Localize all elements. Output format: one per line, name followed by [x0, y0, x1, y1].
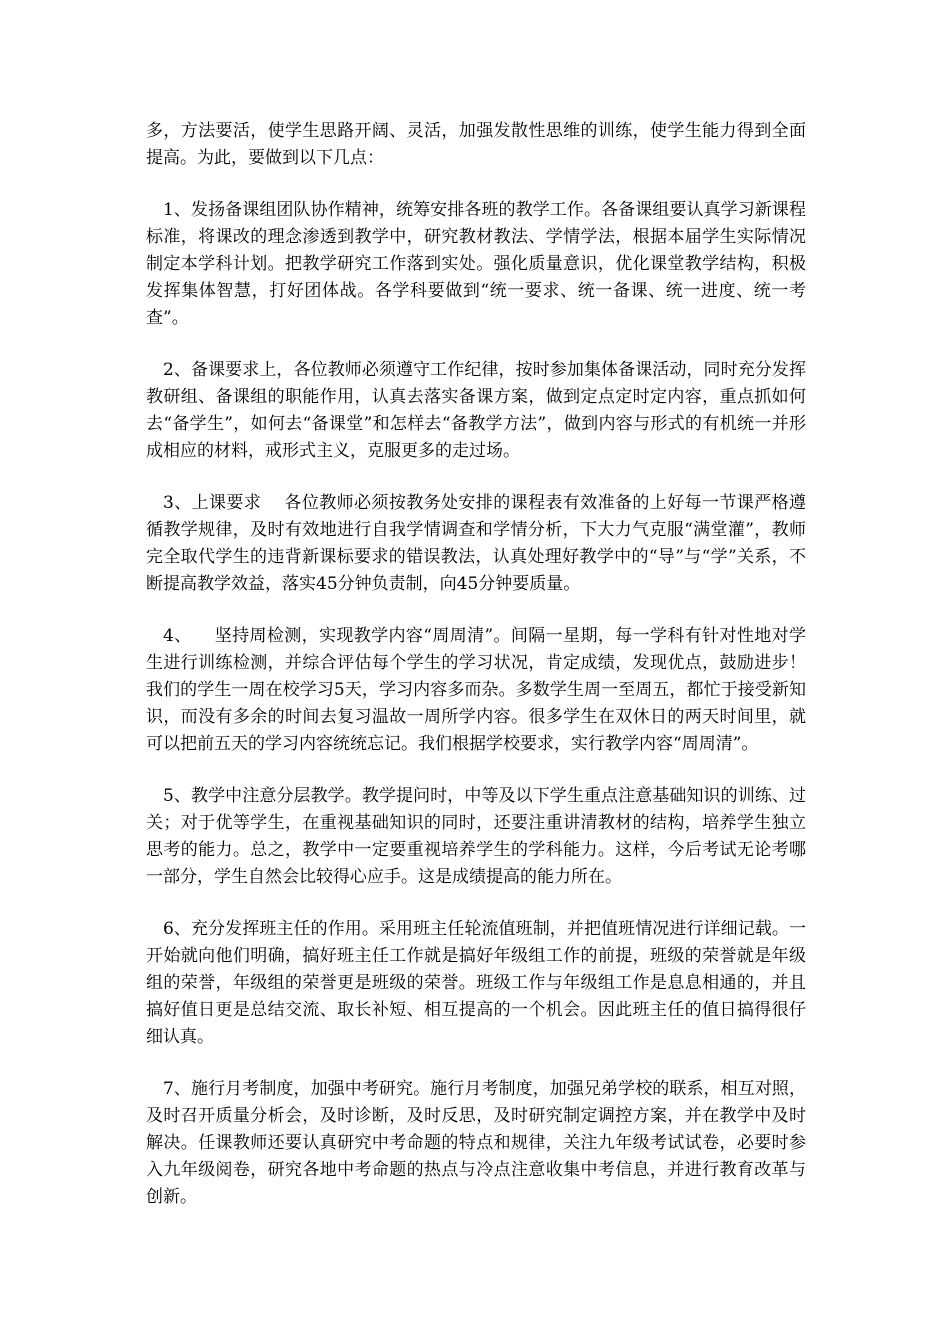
paragraph-item-2: 2、备课要求上，各位教师必须遵守工作纪律，按时参加集体备课活动，同时充分发挥教研组、备课组的职能作用，认真去落实备课方案，做到定点定时定内容，重点抓如何去“备学生”，如何去“备课堂”和怎样去“备教学方法”，做到内容与形式的有机统一并形成相应的材料，戒形式主义，克服更多的走过场。	[146, 360, 806, 461]
paragraph-item-5: 5、教学中注意分层教学。教学提问时，中等及以下学生重点注意基础知识的训练、过关；对于优等学生，在重视基础知识的同时，还要注重讲清教材的结构，培养学生独立思考的能力。总之，教学中一定要重视培养学生的学科能力。这样，今后考试无论考哪一部分，学生自然会比较得心应手。这是成绩提高的能力所在。	[146, 786, 806, 887]
paragraph-intro: 多，方法要活，使学生思路开阔、灵活，加强发散性思维的训练，使学生能力得到全面提高。为此，要做到以下几点：	[146, 121, 806, 168]
document-body	[146, 118, 806, 1236]
paragraph-item-7: 7、施行月考制度，加强中考研究。施行月考制度，加强兄弟学校的联系，相互对照，及时召开质量分析会，及时诊断，及时反思，及时研究制定调控方案，并在教学中及时解决。任课教师还要认真研究中考命题的特点和规律，关注九年级考试试卷，必要时参入九年级阅卷，研究各地中考命题的热点与冷点注意收集中考信息，并进行教育改革与创新。	[146, 1079, 806, 1207]
paragraph-item-1: 1、发扬备课组团队协作精神，统筹安排各班的教学工作。各备课组要认真学习新课程标准，将课改的理念渗透到教学中，研究教材教法、学情学法，根据本届学生实际情况制定本学科计划。把教学研究工作落到实处。强化质量意识，优化课堂教学结构，积极发挥集体智慧，打好团体战。各学科要做到“统一要求、统一备课、统一进度、统一考查”。	[146, 200, 806, 328]
paragraph-item-3: 3、上课要求 各位教师必须按教务处安排的课程表有效准备的上好每一节课严格遵循教学规律，及时有效地进行自我学情调查和学情分析，下大力气克服“满堂灌”，教师完全取代学生的违背新课标要求的错误教法，认真处理好教学中的“导”与“学”关系，不断提高教学效益，落实45分钟负责制，向45分钟要质量。	[146, 493, 806, 594]
paragraph-item-4: 4、 坚持周检测，实现教学内容“周周清”。间隔一星期，每一学科有针对性地对学生进行训练检测，并综合评估每个学生的学习状况，肯定成绩，发现优点，鼓励进步！我们的学生一周在校学习5天，学习内容多而杂。多数学生周一至周五，都忙于接受新知识，而没有多余的时间去复习温故一周所学内容。很多学生在双休日的两天时间里，就可以把前五天的学习内容统统忘记。我们根据学校要求，实行教学内容“周周清”。	[146, 626, 806, 754]
paragraph-item-6: 6、充分发挥班主任的作用。采用班主任轮流值班制，并把值班情况进行详细记载。一开始就向他们明确，搞好班主任工作就是搞好年级组工作的前提，班级的荣誉就是年级组的荣誉，年级组的荣誉更是班级的荣誉。班级工作与年级组工作是息息相通的，并且搞好值日更是总结交流、取长补短、相互提高的一个机会。因此班主任的值日搞得很仔细认真。	[146, 919, 806, 1047]
